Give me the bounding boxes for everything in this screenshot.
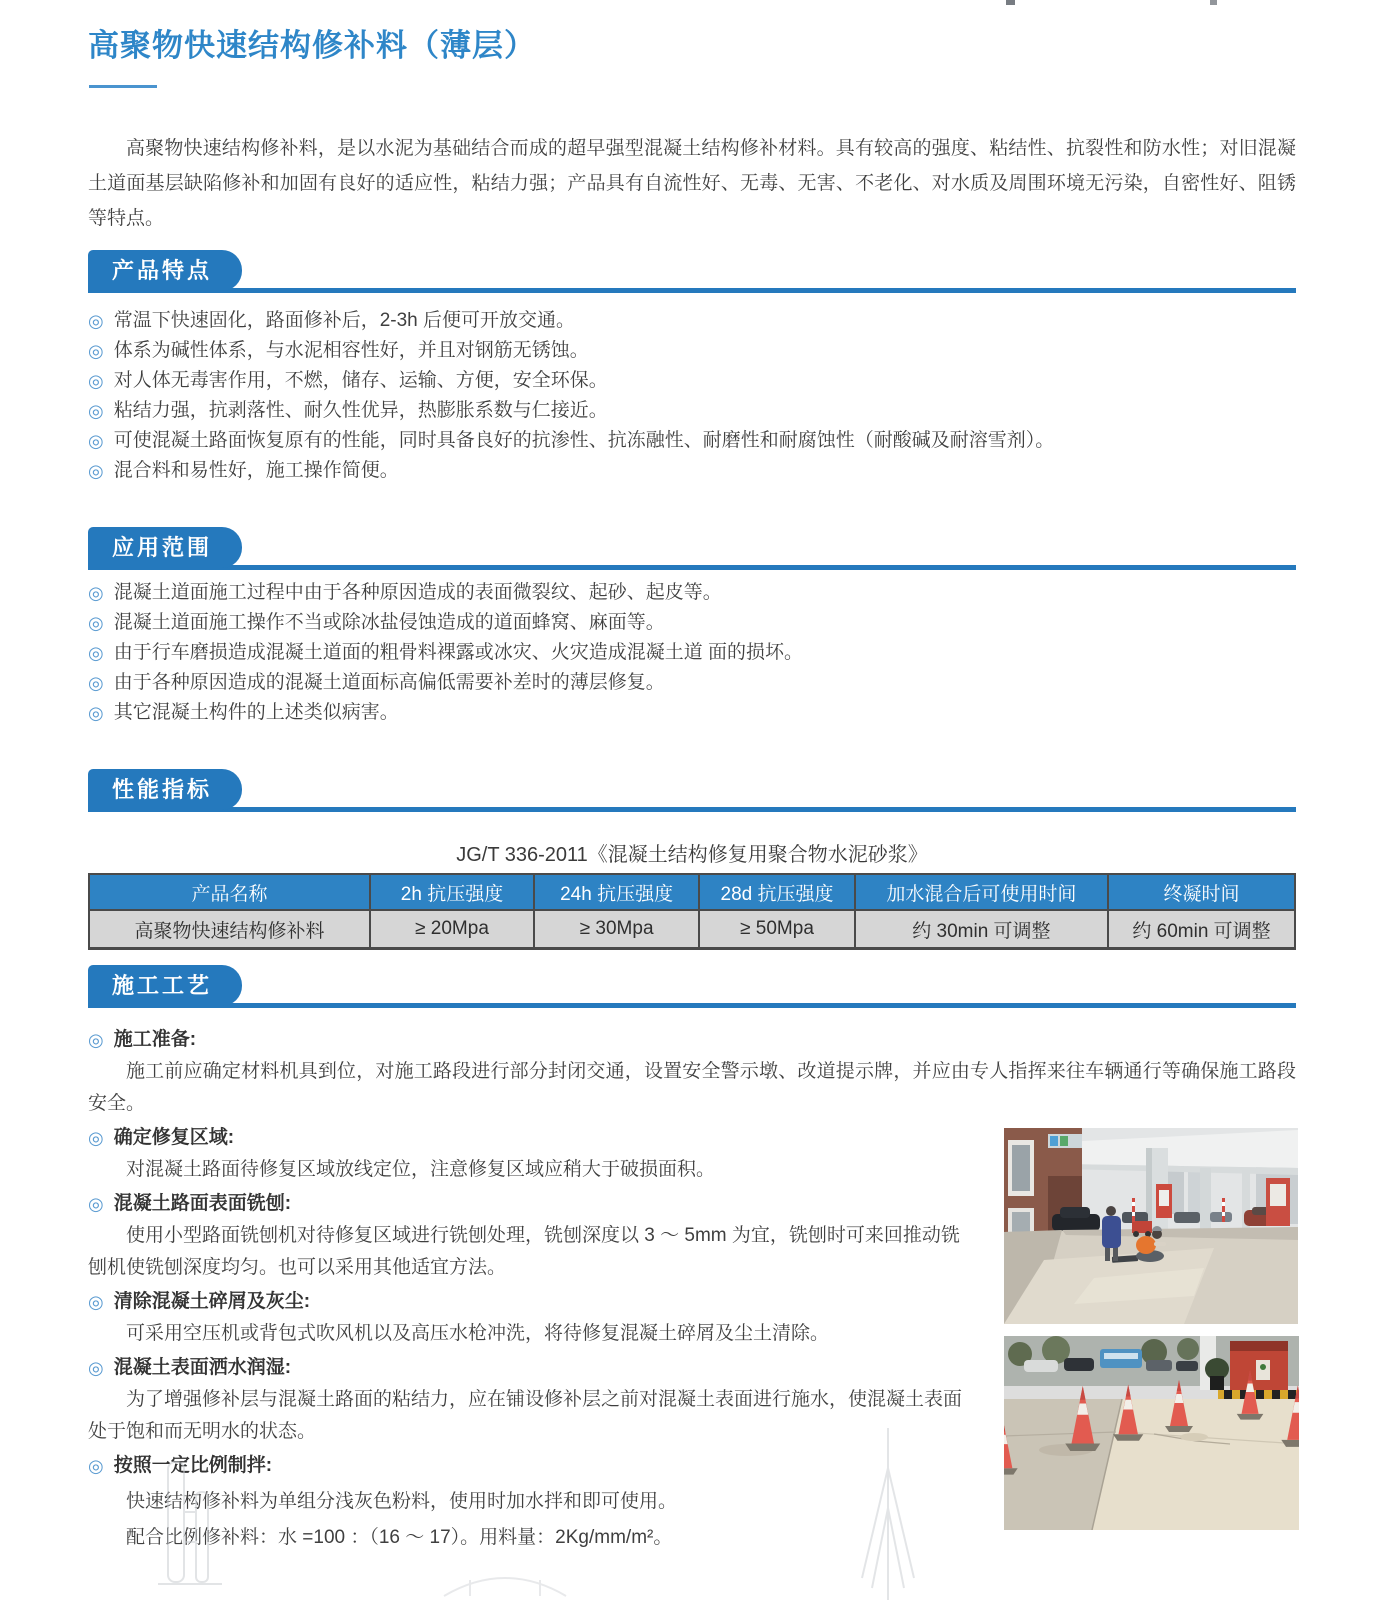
table-cell: ≥ 50Mpa xyxy=(699,910,855,949)
watermark-sketch xyxy=(148,1452,232,1600)
table-cell: 约 30min 可调整 xyxy=(855,910,1108,949)
ring-bullet-icon: ◎ xyxy=(88,643,104,663)
hazard-stripe-curb xyxy=(1218,1390,1299,1399)
list-item xyxy=(88,306,1296,336)
section-tab-applications: 应用范围 xyxy=(88,527,242,568)
ring-bullet-icon: ◎ xyxy=(88,583,104,603)
section-rule xyxy=(88,288,1296,293)
performance-table xyxy=(88,873,1296,950)
title-underline xyxy=(89,85,157,88)
step-paragraph: 使用小型路面铣刨机对待修复区域进行铣刨处理，铣刨深度以 3 ～ 5mm 为宜，铣刨时可来回推动铣刨机使铣刨深度均匀。也可以采用其他适宜方法。 xyxy=(88,1225,960,1278)
step-label-text: 混凝土表面洒水润湿: xyxy=(113,1357,292,1378)
list-item xyxy=(88,698,1296,728)
table-header-row xyxy=(89,874,1295,910)
table-row xyxy=(89,910,1295,949)
ring-bullet-icon: ◎ xyxy=(88,1030,104,1050)
intro-paragraph: 高聚物快速结构修补料，是以水泥为基础结合而成的超早强型混凝土结构修补材料。具有较高的强度、粘结性、抗裂性和防水性；对旧混凝土道面基层缺陷修补和加固有良好的适应性，粘结力强；产品具有自流性好、无毒、无害、不老化、对水质及周围环境无污染，自密性好、阻锈等特点。 xyxy=(88,138,1296,229)
ring-bullet-icon: ◎ xyxy=(88,1358,104,1378)
section-tab-performance: 性能指标 xyxy=(88,769,242,810)
striped-barrier-pole xyxy=(1222,1198,1225,1222)
ring-bullet-icon: ◎ xyxy=(88,613,104,633)
list-item xyxy=(88,578,1296,608)
section-tab-process: 施工工艺 xyxy=(88,965,242,1006)
section-tab-features: 产品特点 xyxy=(88,250,242,291)
page-title: 高聚物快速结构修补料（薄层） xyxy=(88,28,536,63)
table-cell: 约 60min 可调整 xyxy=(1108,910,1295,949)
striped-barrier-pole xyxy=(1132,1198,1135,1222)
watermark-sketch xyxy=(852,1428,924,1600)
step-paragraph: 为了增强修补层与混凝土路面的粘结力，应在铺设修补层之前对混凝土表面进行施水，使混凝土表面处于饱和而无明水的状态。 xyxy=(88,1389,963,1442)
traffic-cones-illustration xyxy=(1004,1336,1299,1530)
watermark-sketch xyxy=(440,1556,570,1600)
section-rule xyxy=(88,565,1296,570)
list-item xyxy=(88,608,1296,638)
step-label-text: 按照一定比例制拌: xyxy=(113,1455,273,1476)
list-item-text: 由于行车磨损造成混凝土道面的粗骨料裸露或冰灾、火灾造成混凝土道 面的损坏。 xyxy=(113,642,803,663)
cutoff-text-remnant xyxy=(1210,0,1217,5)
list-item xyxy=(88,396,1296,426)
applications-list xyxy=(88,578,1296,728)
col-header: 24h 抗压强度 xyxy=(534,874,699,910)
list-item-text: 粘结力强，抗剥落性、耐久性优异，热膨胀系数与仁接近。 xyxy=(113,400,608,421)
ring-bullet-icon: ◎ xyxy=(88,431,104,451)
list-item-text: 常温下快速固化，路面修补后，2-3h 后便可开放交通。 xyxy=(113,310,576,331)
features-list xyxy=(88,306,1296,486)
list-item xyxy=(88,336,1296,366)
section-heading-applications xyxy=(88,527,1296,570)
ring-bullet-icon: ◎ xyxy=(88,401,104,421)
col-header: 加水混合后可使用时间 xyxy=(855,874,1108,910)
ring-bullet-icon: ◎ xyxy=(88,1292,104,1312)
construction-photo-illustration xyxy=(1004,1128,1298,1324)
table-cell: 高聚物快速结构修补料 xyxy=(89,910,370,949)
list-item-text: 体系为碱性体系，与水泥相容性好，并且对钢筋无锈蚀。 xyxy=(113,340,589,361)
section-rule xyxy=(88,807,1296,812)
step-label-text: 确定修复区域: xyxy=(113,1127,235,1148)
list-item-text: 其它混凝土构件的上述类似病害。 xyxy=(113,702,399,723)
section-heading-process xyxy=(88,965,1296,1008)
step-paragraph: 施工前应确定材料机具到位，对施工路段进行部分封闭交通，设置安全警示墩、改道提示牌，并应由专人指挥来往车辆通行等确保施工路段安全。 xyxy=(88,1061,1296,1114)
ring-bullet-icon: ◎ xyxy=(88,673,104,693)
ring-bullet-icon: ◎ xyxy=(88,341,104,361)
section-rule xyxy=(88,1003,1296,1008)
list-item-text: 对人体无毒害作用，不燃，储存、运输、方便，安全环保。 xyxy=(113,370,608,391)
step-label-text: 施工准备: xyxy=(113,1029,197,1050)
ring-bullet-icon: ◎ xyxy=(88,1194,104,1214)
construction-site-photo xyxy=(1004,1128,1298,1324)
step-paragraph: 快速结构修补料为单组分浅灰色粉料，使用时加水拌和即可使用。 xyxy=(126,1491,678,1512)
table-cell: ≥ 30Mpa xyxy=(534,910,699,949)
step-paragraph: 对混凝土路面待修复区域放线定位，注意修复区域应稍大于破损面积。 xyxy=(126,1159,716,1180)
col-header: 28d 抗压强度 xyxy=(699,874,855,910)
list-item-text: 混凝土道面施工过程中由于各种原因造成的表面微裂纹、起砂、起皮等。 xyxy=(113,582,722,603)
list-item-text: 混合料和易性好，施工操作简便。 xyxy=(113,460,399,481)
ring-bullet-icon: ◎ xyxy=(88,371,104,391)
list-item-text: 可使混凝土路面恢复原有的性能，同时具备良好的抗渗性、抗冻融性、耐磨性和耐腐蚀性（耐酸碱及耐溶雪剂）。 xyxy=(113,430,1055,451)
col-header: 产品名称 xyxy=(89,874,370,910)
col-header: 终凝时间 xyxy=(1108,874,1295,910)
col-header: 2h 抗压强度 xyxy=(370,874,534,910)
step-label xyxy=(88,1024,1296,1056)
ring-bullet-icon: ◎ xyxy=(88,311,104,331)
table-cell: ≥ 20Mpa xyxy=(370,910,534,949)
list-item xyxy=(88,426,1296,456)
step-paragraph: 可采用空压机或背包式吹风机以及高压水枪冲洗，将待修复混凝土碎屑及尘土清除。 xyxy=(126,1323,830,1344)
list-item xyxy=(88,366,1296,396)
list-item xyxy=(88,456,1296,486)
section-heading-performance xyxy=(88,769,1296,812)
step-paragraph: 配合比例修补料：水 =100 ：（16 ～ 17）。用料量：2Kg/mm/m²。 xyxy=(126,1527,673,1548)
cutoff-text-remnant xyxy=(1006,0,1015,5)
list-item xyxy=(88,638,1296,668)
list-item-text: 由于各种原因造成的混凝土道面标高偏低需要补差时的薄层修复。 xyxy=(113,672,665,693)
ring-bullet-icon: ◎ xyxy=(88,703,104,723)
list-item xyxy=(88,668,1296,698)
ring-bullet-icon: ◎ xyxy=(88,1128,104,1148)
ring-bullet-icon: ◎ xyxy=(88,1456,104,1476)
traffic-cones-photo xyxy=(1004,1336,1299,1530)
step-label-text: 清除混凝土碎屑及灰尘: xyxy=(113,1291,311,1312)
standard-caption: JG/T 336-2011《混凝土结构修复用聚合物水泥砂浆》 xyxy=(456,844,928,866)
step-label-text: 混凝土路面表面铣刨: xyxy=(113,1193,292,1214)
list-item-text: 混凝土道面施工操作不当或除冰盐侵蚀造成的道面蜂窝、麻面等。 xyxy=(113,612,665,633)
section-heading-features xyxy=(88,250,1296,293)
ring-bullet-icon: ◎ xyxy=(88,461,104,481)
